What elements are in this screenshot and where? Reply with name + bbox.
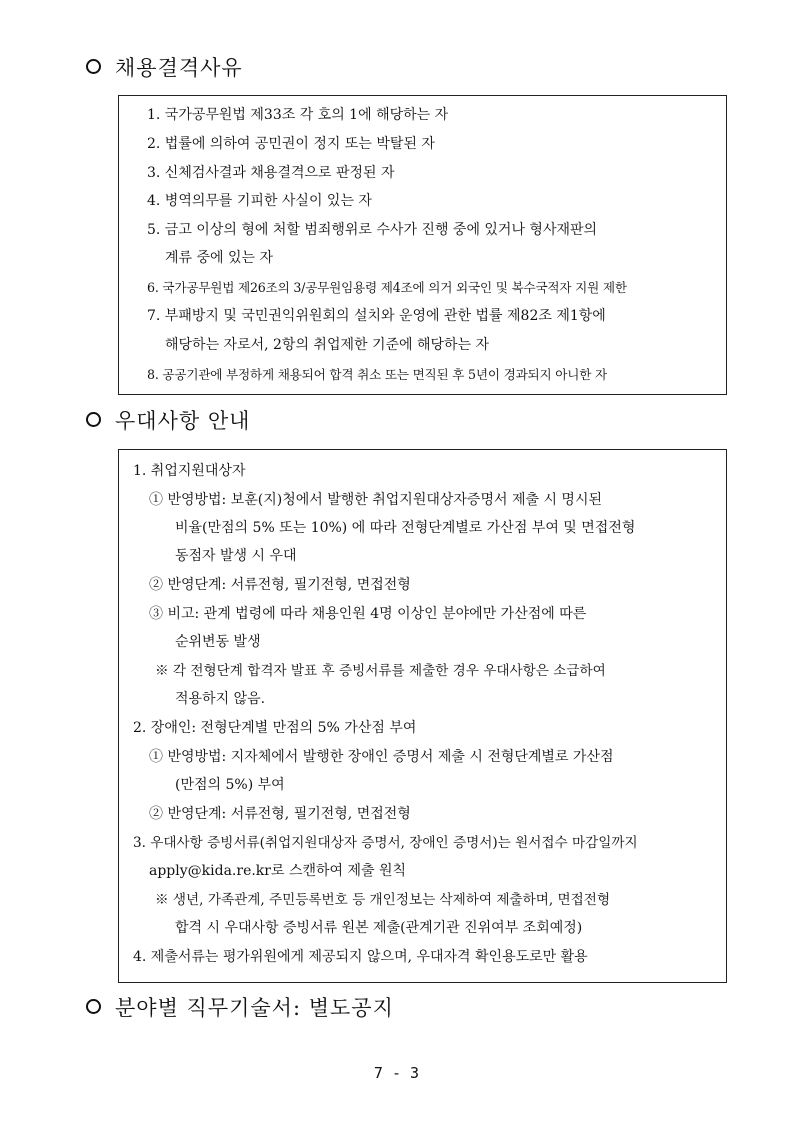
section-title: 분야별 직무기술서: 별도공지	[115, 996, 394, 1020]
list-item-continuation: (만점의 5%) 부여	[175, 777, 285, 793]
list-item: ② 반영단계: 서류전형, 필기전형, 면접전형	[149, 806, 411, 822]
list-item-continuation: apply@kida.re.kr로 스캔하여 제출 원칙	[149, 863, 407, 879]
list-item: 6. 국가공무원법 제26조의 3/공무원임용령 제4조에 의거 외국인 및 복수국적자 지원 제한	[147, 280, 627, 295]
list-item: 4. 제출서류는 평가위원에게 제공되지 않으며, 우대자격 확인용도로만 활용	[133, 949, 588, 965]
list-item: 3. 신체검사결과 채용결격으로 판정된 자	[147, 165, 395, 181]
section-heading-job-description	[86, 995, 394, 1021]
list-item-continuation: 해당하는 자로서, 2항의 취업제한 기준에 해당하는 자	[165, 337, 490, 353]
circle-bullet-icon	[86, 59, 101, 74]
list-item: 4. 병역의무를 기피한 사실이 있는 자	[147, 193, 372, 209]
list-item: ① 반영방법: 보훈(지)청에서 발행한 취업지원대상자증명서 제출 시 명시된	[149, 492, 602, 508]
list-item-continuation: 순위변동 발생	[175, 634, 261, 650]
list-item: ③ 비고: 관계 법령에 따라 채용인원 4명 이상인 분야에만 가산점에 따른	[149, 606, 587, 622]
section-heading-preference	[86, 408, 250, 434]
list-item: 2. 장애인: 전형단계별 만점의 5% 가산점 부여	[133, 720, 417, 736]
note-item: ※ 각 전형단계 합격자 발표 후 증빙서류를 제출한 경우 우대사항은 소급하여	[155, 663, 606, 679]
section-heading-disqualification	[86, 55, 243, 81]
page-number: 7 - 3	[373, 1064, 420, 1082]
note-item: ※ 생년, 가족관계, 주민등록번호 등 개인정보는 삭제하여 제출하며, 면접전형	[155, 892, 611, 908]
circle-bullet-icon	[86, 999, 101, 1014]
list-item: 7. 부패방지 및 국민권익위원회의 설치와 운영에 관한 법률 제82조 제1항에	[147, 308, 606, 324]
section-title: 우대사항 안내	[115, 409, 251, 433]
list-item: ① 반영방법: 지자체에서 발행한 장애인 증명서 제출 시 전형단계별로 가산점	[149, 749, 614, 765]
section-title: 채용결격사유	[115, 56, 243, 80]
list-item-continuation: 비율(만점의 5% 또는 10%) 에 따라 전형단계별로 가산점 부여 및 면접전형	[175, 520, 636, 536]
list-item-continuation: 계류 중에 있는 자	[165, 250, 274, 266]
circle-bullet-icon	[86, 412, 101, 427]
list-item: 1. 국가공무원법 제33조 각 호의 1에 해당하는 자	[147, 107, 449, 123]
list-item: 5. 금고 이상의 형에 처할 범죄행위로 수사가 진행 중에 있거나 형사재판의	[147, 222, 598, 238]
preference-box	[118, 449, 727, 983]
list-item: 8. 공공기관에 부정하게 채용되어 합격 취소 또는 면직된 후 5년이 경과되지 아니한 자	[147, 367, 607, 382]
list-item: ② 반영단계: 서류전형, 필기전형, 면접전형	[149, 577, 411, 593]
disqualification-box	[118, 95, 727, 395]
list-item: 3. 우대사항 증빙서류(취업지원대상자 증명서, 장애인 증명서)는 원서접수 마감일까지	[133, 835, 638, 851]
list-item-continuation: 합격 시 우대사항 증빙서류 원본 제출(관계기관 진위여부 조회예정)	[175, 920, 583, 936]
list-item: 1. 취업지원대상자	[133, 463, 246, 479]
list-item-continuation: 동점자 발생 시 우대	[175, 548, 297, 564]
list-item: 2. 법률에 의하여 공민권이 정지 또는 박탈된 자	[147, 136, 435, 152]
list-item-continuation: 적용하지 않음.	[175, 691, 266, 707]
